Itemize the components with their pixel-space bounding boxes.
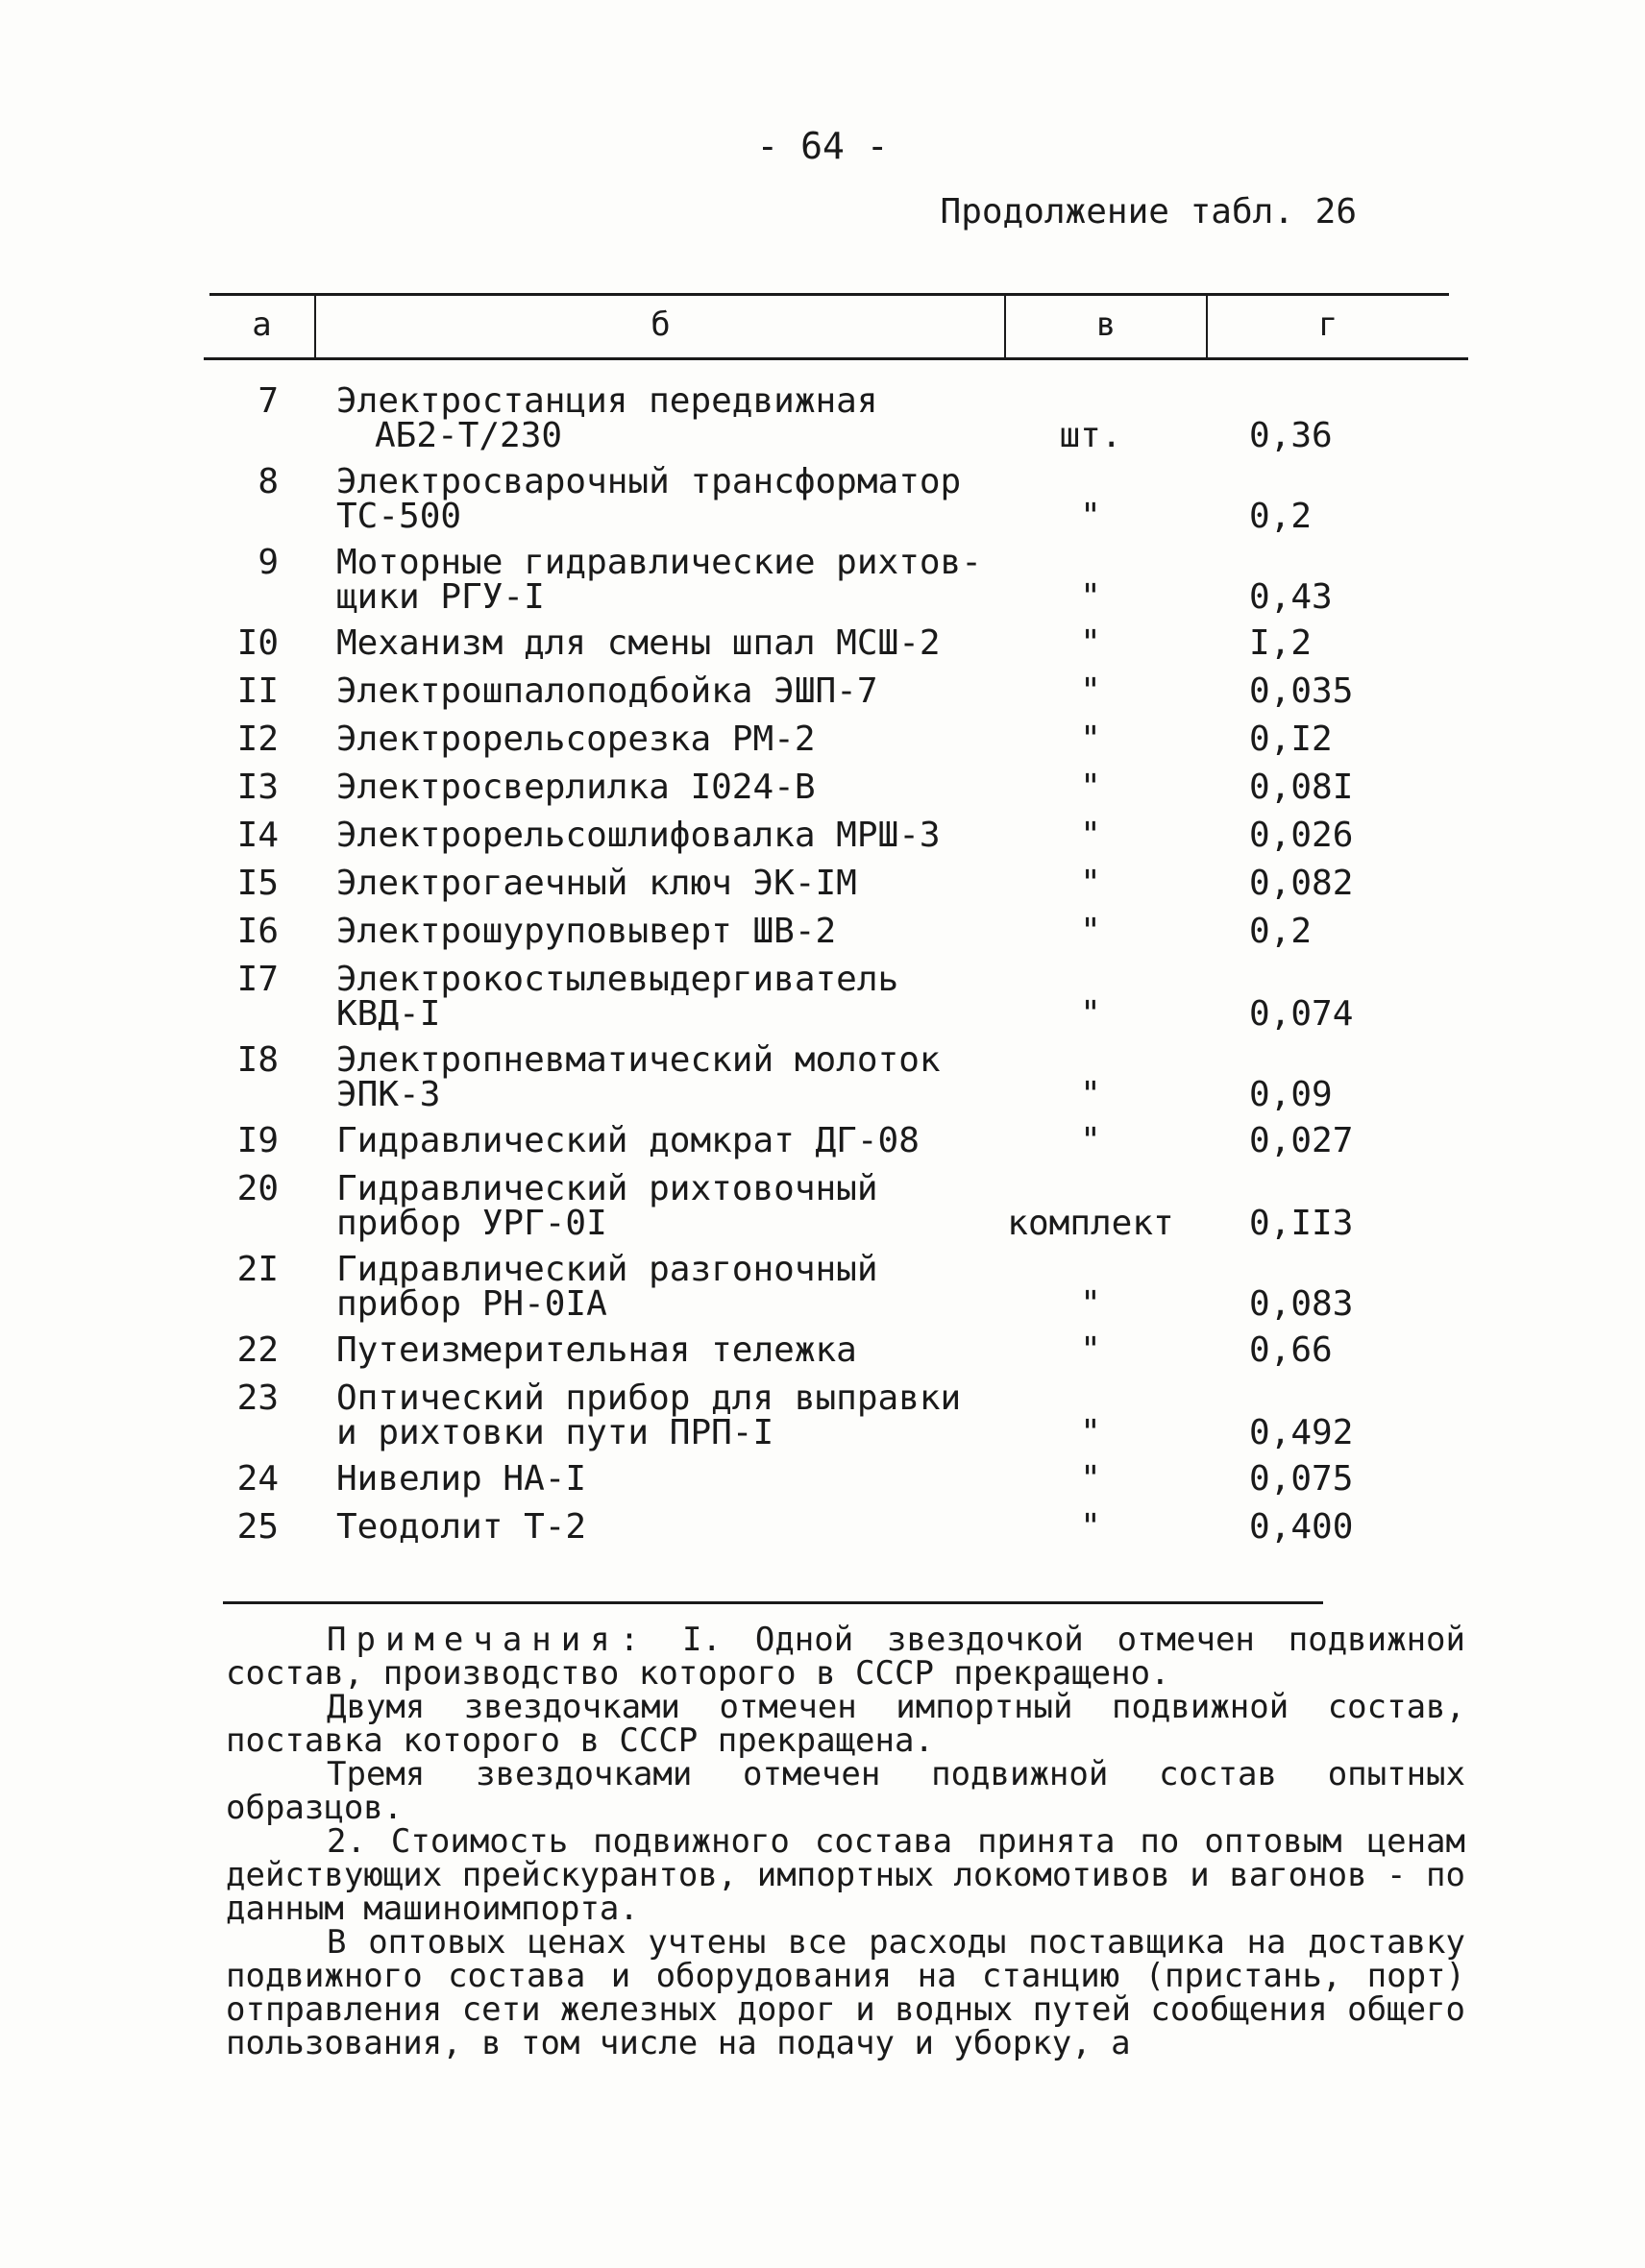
column-header-v: в xyxy=(1095,305,1117,344)
row-unit: " xyxy=(1080,623,1101,663)
table-col-divider-1 xyxy=(314,294,316,357)
row-unit: шт. xyxy=(1059,416,1122,455)
row-unit: " xyxy=(1080,719,1101,759)
row-name xyxy=(336,960,1009,1034)
row-name-line-1: Моторные гидравлические рихтов- xyxy=(336,543,982,582)
row-number: II xyxy=(236,671,279,711)
row-name-line-1: Гидравлический рихтовочный xyxy=(336,1169,878,1208)
row-name-line-2: АБ2-Т/230 xyxy=(375,416,563,455)
row-unit: " xyxy=(1080,1459,1101,1499)
row-name xyxy=(336,1459,1009,1499)
row-unit: " xyxy=(1080,864,1101,903)
row-value: I,2 xyxy=(1249,623,1313,663)
row-name xyxy=(336,1250,1009,1324)
row-number: I8 xyxy=(236,1040,279,1080)
notes-label: Примечания: xyxy=(327,1621,650,1659)
table-top-rule xyxy=(209,293,1449,296)
row-unit: комплект xyxy=(1007,1204,1174,1243)
row-name-line-1: Теодолит Т-2 xyxy=(336,1507,587,1547)
row-number: 2I xyxy=(236,1250,279,1289)
row-unit: " xyxy=(1080,912,1101,951)
row-name-line-2: прибор УРГ-0I xyxy=(336,1204,607,1243)
row-name-line-1: Путеизмерительная тележка xyxy=(336,1330,857,1370)
row-value: 0,083 xyxy=(1249,1284,1354,1324)
row-value: 0,36 xyxy=(1249,416,1333,455)
row-number: I9 xyxy=(236,1121,279,1160)
row-name xyxy=(336,770,1009,805)
row-value: 0,075 xyxy=(1249,1459,1354,1499)
row-name xyxy=(336,381,1009,455)
row-value: 0,2 xyxy=(1249,912,1313,951)
row-name-line-1: Оптический прибор для выправки xyxy=(336,1378,962,1418)
row-unit: " xyxy=(1080,671,1101,711)
row-unit: " xyxy=(1080,1330,1101,1370)
row-name xyxy=(336,719,1009,759)
notes xyxy=(226,1623,1465,2061)
row-name-line-1: Гидравлический домкрат ДГ-08 xyxy=(336,1121,920,1160)
row-number: 25 xyxy=(236,1507,279,1547)
row-unit: " xyxy=(1080,1284,1101,1324)
row-number: 7 xyxy=(258,381,279,421)
row-value: 0,I2 xyxy=(1249,719,1333,759)
row-unit: " xyxy=(1080,1413,1101,1452)
row-unit: " xyxy=(1080,816,1101,855)
row-name-line-1: Механизм для смены шпал МСШ-2 xyxy=(336,623,941,663)
row-value: 0,2 xyxy=(1249,497,1313,536)
row-value: 0,082 xyxy=(1249,864,1354,903)
row-name-line-1: Электрошуруповыверт ШВ-2 xyxy=(336,912,837,951)
row-name xyxy=(336,912,1009,951)
row-value: 0,026 xyxy=(1249,816,1354,855)
row-name xyxy=(336,866,1009,901)
page-number: - 64 - xyxy=(756,125,889,167)
row-unit: " xyxy=(1080,768,1101,807)
row-value: 0,074 xyxy=(1249,994,1354,1034)
row-name-line-1: Электросварочный трансформатор xyxy=(336,462,962,501)
row-name-line-1: Электрогаечный ключ ЭК-IМ xyxy=(336,864,857,903)
row-value: 0,027 xyxy=(1249,1121,1354,1160)
row-name xyxy=(336,1121,1009,1160)
row-name xyxy=(336,671,1009,711)
column-header-b: б xyxy=(651,305,671,344)
row-number: I2 xyxy=(236,719,279,759)
row-name xyxy=(336,623,1009,663)
row-value: 0,66 xyxy=(1249,1330,1333,1370)
row-name xyxy=(336,1507,1009,1547)
row-name-line-2: ТС-500 xyxy=(336,497,462,536)
row-name-line-1: Нивелир НА-I xyxy=(336,1459,587,1499)
row-name-line-1: Гидравлический разгоночный xyxy=(336,1250,878,1289)
row-name xyxy=(336,543,1009,617)
row-unit: " xyxy=(1080,1121,1101,1160)
row-name xyxy=(336,462,1009,536)
row-number: 23 xyxy=(236,1378,279,1418)
row-number: 9 xyxy=(258,543,279,582)
row-value: 0,08I xyxy=(1249,768,1354,807)
row-number: I3 xyxy=(236,768,279,807)
row-name-line-2: и рихтовки пути ПРП-I xyxy=(336,1413,774,1452)
row-name-line-1: Электропневматический молоток xyxy=(336,1040,941,1080)
row-name-line-2: КВД-I xyxy=(336,994,441,1034)
row-name-line-1: Электрошпалоподбойка ЭШП-7 xyxy=(336,671,878,711)
column-header-a: а xyxy=(252,305,272,344)
row-number: 22 xyxy=(236,1330,279,1370)
row-value: 0,035 xyxy=(1249,671,1354,711)
row-value: 0,09 xyxy=(1249,1075,1333,1114)
row-name xyxy=(336,1330,1009,1370)
table-continuation-label: Продолжение табл. 26 xyxy=(940,192,1357,232)
note-paragraph-5: В оптовых ценах учтены все расходы поставщика на доставку подвижного состава и оборудования на станцию (пристань, порт) отправления сети железных дорог и водных путей сообщения общего пользования, в том числе на подачу и уборку, а xyxy=(226,1923,1465,2062)
row-number: 20 xyxy=(236,1169,279,1208)
row-name-line-1: Электросверлилка I024-В xyxy=(336,768,816,807)
row-name xyxy=(336,1378,1009,1452)
note-paragraph-2: Двумя звездочками отмечен импортный подвижной состав, поставка которого в СССР прекращена. xyxy=(226,1688,1465,1760)
table-header-bottom-rule xyxy=(204,357,1468,360)
row-number: I5 xyxy=(236,864,279,903)
row-name xyxy=(336,1040,1009,1114)
row-value: 0,43 xyxy=(1249,577,1333,617)
row-name-line-2: прибор РН-0IА xyxy=(336,1284,607,1324)
note-paragraph-1 xyxy=(226,1623,1465,1691)
row-unit: " xyxy=(1080,1075,1101,1114)
row-unit: " xyxy=(1080,577,1101,617)
row-value: 0,492 xyxy=(1249,1413,1354,1452)
column-header-g: г xyxy=(1317,305,1338,344)
row-unit: " xyxy=(1080,497,1101,536)
row-unit: " xyxy=(1080,1507,1101,1547)
row-name xyxy=(336,1169,1009,1243)
table-bottom-rule xyxy=(223,1601,1323,1604)
row-name-line-2: ЭПК-3 xyxy=(336,1075,441,1114)
row-number: I7 xyxy=(236,960,279,999)
row-value: 0,400 xyxy=(1249,1507,1354,1547)
row-number: I6 xyxy=(236,912,279,951)
row-number: 24 xyxy=(236,1459,279,1499)
row-number: 8 xyxy=(258,462,279,501)
note-paragraph-3: Тремя звездочками отмечен подвижной состав опытных образцов. xyxy=(226,1755,1465,1827)
row-name xyxy=(336,818,1009,853)
row-number: I4 xyxy=(236,816,279,855)
row-name-line-1: Электрокостылевыдергиватель xyxy=(336,960,899,999)
row-number: I0 xyxy=(236,623,279,663)
note-paragraph-4: 2. Стоимость подвижного состава принята по оптовым ценам действующих прейскурантов, импортных локомотивов и вагонов - по данным машиноимпорта. xyxy=(226,1822,1465,1928)
note-text-1: I. Одной звездочкой отмечен подвижной состав, производство которого в СССР прекращено. xyxy=(226,1621,1465,1693)
row-name-line-2: щики РГУ-I xyxy=(336,577,545,617)
row-name-line-1: Электростанция передвижная xyxy=(336,381,878,421)
row-name-line-1: Электрорельсошлифовалка МРШ-3 xyxy=(336,816,941,855)
row-name-line-1: Электрорельсорезка РМ-2 xyxy=(336,719,816,759)
row-value: 0,II3 xyxy=(1249,1204,1354,1243)
row-unit: " xyxy=(1080,994,1101,1034)
